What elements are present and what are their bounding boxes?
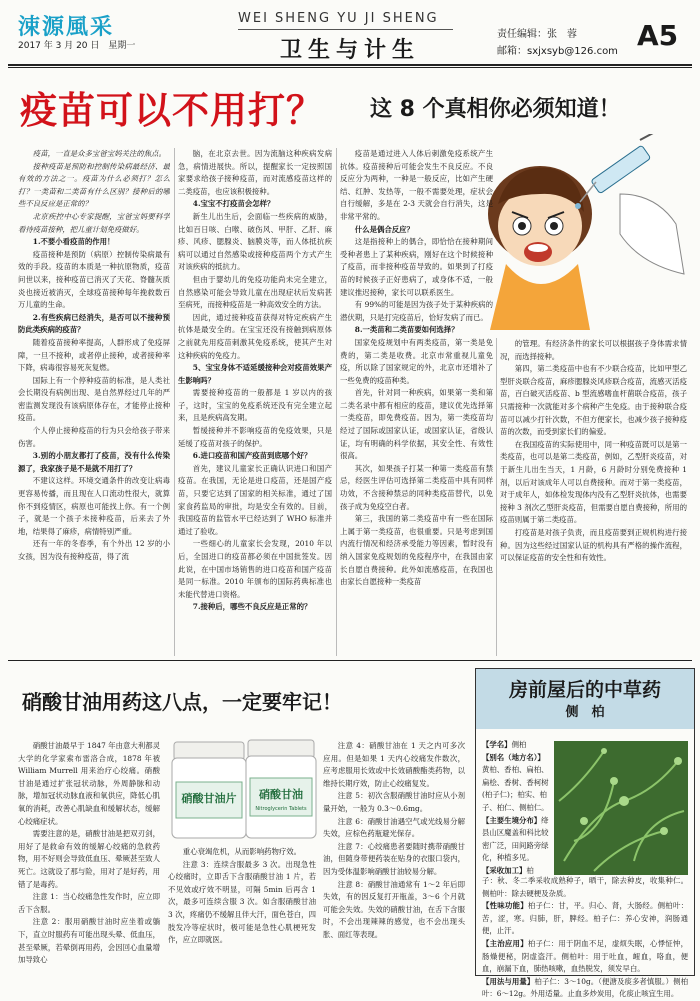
paragraph: 国家免疫规划中有两类疫苗，第一类是免费的，第二类是收费。北京市常重视儿童免疫，所以除了国家规定的外，北京市还增补了一些免费的疫苗种类。	[340, 337, 493, 385]
bottle-label-sub: Nitroglycerin Tablets	[255, 806, 307, 812]
herb-entry-tag: 【主要生境分布】	[482, 815, 542, 825]
herb-entry-tag: 【学名】	[482, 740, 512, 749]
paragraph: 疫苗接种是预防（病原）控制传染病最有效的手段。疫苗的本质是一种抗原物质，疫苗问世以来，接种疫苗已消灭了天花、脊髓灰质炎也接近被消灭，全球疫苗接种每年挽救数百万儿童的生命。	[18, 249, 170, 310]
column-divider	[336, 148, 337, 656]
herb-box-subtitle: 侧 柏	[565, 705, 605, 720]
paragraph: 在我国疫苗的实际使用中，同一种疫苗既可以是第一类疫苗，也可以是第二类疫苗，例如，乙型肝炎疫苗，对于新生儿出生当天，1 月龄，6 月龄时分别免费接种 1 剂，以后对该成年人可以自费接种。而对于第一类疫苗，对于成年人，如体检发现体内没有乙型肝炎抗体，也需要接种 3 剂次乙型肝炎疫苗，但需要自愿自费接种，所用的疫苗则属于第二类疫苗。	[500, 439, 687, 525]
question-heading: 什么是偶合反应？	[354, 224, 414, 234]
question-heading: 1.不要小看疫苗的作用！	[32, 237, 115, 247]
paragraph: 注意 4：硝酸甘油在 1 天之内可多次应用。但是如果 1 天内心绞痛发作数次，应考虑服用长效或中长效硝酸酯类药物，以维持长期疗效，防止心绞痛复发。	[323, 741, 465, 788]
paragraph: 随着疫苗接种率提高，人群形成了免疫屏障，一旦不接种，或者停止接种，或者接种率下降，病毒很容易死灰复燃。	[18, 337, 170, 373]
article2-column-2	[168, 846, 316, 974]
vaccine-child-illustration	[470, 134, 690, 330]
section-pinyin: WEI SHENG YU JI SHENG	[238, 11, 439, 26]
article1-column-2	[178, 148, 332, 656]
paragraph: 不建议这样。环境交通条件的改变让病毒更容易传播，而且现在人口流动性很大，就算你不到疫情区，病原也可能找上你。有一个例子，就是一个孩子未接种疫苗，后来去了外地，结果得了麻疹，病情特别严重。	[18, 476, 170, 536]
editor-credit: 责任编辑：张 蓉	[497, 29, 577, 40]
bottle-label-2: 硝酸甘油	[259, 788, 303, 801]
paragraph: 疫苗是通过进入人体后刺激免疫系统产生抗体。疫苗接种后可能会发生不良反应。不良反应分为两种，一种是一般反应，比如产生硬结、红肿、发热等，一般不需要处理，症状会自行缓解，多是在 2-3 天就会自行消失，这是非常平常的。	[340, 149, 493, 221]
masthead: 涑源風采	[18, 15, 115, 40]
paragraph: 脑，在北京去世。因为流脑这种疾病发病急，病情进展快。所以，提醒家长一定按照国家要求给孩子接种疫苗，而对流感疫苗这样的二类疫苗，也应该积极接种。	[178, 149, 332, 196]
page-number: A5	[637, 19, 679, 52]
arborvitae-plant-photo	[554, 741, 688, 875]
column-divider	[174, 148, 175, 656]
question-heading: 8.一类苗和二类苗要如何选择？	[354, 325, 459, 335]
paragraph: 第四，第二类疫苗中也有不少联合疫苗，比如甲型乙型肝炎联合疫苗，麻疹腮腺炎风疹联合疫苗，流感灭活疫苗，百白破灭活疫苗、b 型流感嗜血杆菌联合疫苗，孩子只需接种一次就能对多个病种产生免疫。由于接种联合疫苗可以减少打针次数，不但方便家长，也减少孩子接种疫苗的次数，而受到家长们的偏爱。	[500, 364, 687, 437]
herb-side-text	[482, 739, 552, 878]
herb-entry	[482, 875, 688, 900]
article1-column-3	[340, 148, 493, 656]
herb-feature-box	[475, 668, 695, 999]
herb-entry	[482, 900, 688, 938]
herb-entry	[482, 739, 552, 752]
question-heading: 2.有些疾病已经消失，是否可以不接种预防此类疾病的疫苗？	[18, 312, 170, 335]
question-heading: 3.别的小朋友都打了疫苗，没有什么传染源了，我家孩子是不是就不用打了？	[18, 451, 170, 473]
paragraph: 暂缓接种并不影响疫苗的免疫效果，只是延缓了疫苗对孩子的保护。	[178, 426, 332, 448]
paragraph: 注意 3：连续含服最多 3 次。出现急性心绞痛时，立即舌下含服硝酸甘油 1 片，若不见效或疗效不明显，可隔 5min 后再含 1 次，最多可连续含服 3 次。如含服硝酸甘油 3 次，疼痛仍不缓解且伴大汗，面色苍白，四肢发冷等症状时，极可能是急性心肌梗死发作，应立即就医。	[168, 859, 316, 945]
question-heading: 4.宝宝不打疫苗会怎样？	[192, 199, 275, 209]
article2-headline: 硝酸甘油用药这八点，一定要牢记！	[22, 690, 342, 714]
paragraph: 打疫苗是对孩子负责，而且疫苗要到正规机构进行接种。因为这些经过国家认证的机构具有严格的操作流程，可以保证疫苗的安全性和有效性。	[500, 527, 687, 563]
paragraph: 注意 2：服用硝酸甘油时应坐着或躺下，直立时服药有可能出现头晕、低血压，甚至晕厥，若晕倒再用药，会因回心血量增加导致心	[18, 917, 160, 965]
question-heading: 6.进口疫苗和国产疫苗到底哪个好？	[192, 451, 312, 461]
herb-entry-text: 侧柏	[511, 740, 527, 749]
pinyin-divider	[238, 29, 453, 30]
main-subheadline: 这 8 个真相你必须知道！	[370, 97, 621, 122]
section-title: 卫生与计生	[280, 37, 421, 63]
question-heading: 7.接种后，哪些不良反应是正常的？	[192, 602, 312, 612]
herb-entry-tag: 【用法与用量】	[482, 976, 535, 986]
paragraph: 国际上有一个停种疫苗的标准，是人类社会长期没有病例出现、是自然界经过几年的严密监测发现没有该病原体存在，才能停止接种疫苗。	[18, 375, 170, 423]
paragraph: 需要接种疫苗的一般都是 1 岁以内的孩子，这时，宝宝的免疫系统还没有完全建立起来，且是疾病高发期。	[178, 388, 332, 423]
herb-entry-text: 柏子仁：用于阴血不足，虚烦失眠，心悸怔忡，肠燥便秘，阴虚盗汗。侧柏叶：用于吐血，衄血，咯血，便血，崩漏下血，肺热咳嗽，血热脱发，须发早白。	[482, 938, 688, 974]
question-heading: 5、宝宝身体不适延缓接种会对疫苗效果产生影响吗？	[178, 363, 332, 385]
nitroglycerin-bottles-image	[168, 738, 318, 842]
herb-entry-text: 子：秋、冬二季采收成熟种子，晒干，除去种皮，收集种仁。侧柏叶：除去硬梗及杂质。	[482, 876, 688, 898]
paragraph: 其次，如果孩子打某一种第一类疫苗有禁忌，经医生评估可选择第二类疫苗中具有同样功效，不含接种禁忌的同种类疫苗替代，以免孩子成为免疫空白者。	[340, 463, 493, 511]
paragraph: 注意 8：硝酸甘油通常有 1～2 年后即失效，有的因反复打开瓶盖，3～6 个月就可能会失效。失效的硝酸甘油，在舌下含服时，不会出现辣辣的感觉，也不会出现头胀、面红等表现。	[323, 879, 465, 939]
column-divider	[496, 338, 497, 656]
herb-entry-tag: 【主治应用】	[482, 938, 528, 948]
herb-entry-text: 柏子仁：甘，平。归心、肾，大肠经。侧柏叶：苦，涩，寒。归肺，肝，脾经。柏子仁：养心安神，润肠通便，止汗。	[482, 901, 688, 936]
header-rule	[8, 64, 692, 66]
paragraph: 注意 6：硝酸甘油遇空气或光线易分解失效，应棕色药瓶避光保存。	[323, 816, 465, 839]
herb-entry	[482, 752, 552, 815]
herb-entry-text: 柏	[526, 865, 534, 875]
paragraph: 注意 5：初次含服硝酸甘油时应从小剂量开始，一般为 0.3～0.6mg。	[323, 791, 465, 813]
paragraph: 但由于婴幼儿的免疫功能尚未完全建立，自然感染可能会导致儿童在出现症状后发病甚至病死，而接种疫苗是一种高效安全的方法。	[178, 274, 332, 310]
paragraph: 需要注意的是，硝酸甘油是把双刃剑，用好了是救命有效的缓解心绞痛的急救药物，用不好则会导致低血压、晕厥甚至致人死亡。这就设了那与险，用对了是好药，用错了是毒药。	[18, 829, 160, 889]
herb-entry-text: 绛县山区魔盖和科比较密广泛，田间路旁绿化，种植多见。	[482, 815, 549, 863]
herb-entry-tag: 【别名（地方名）】	[482, 752, 545, 762]
herb-box-title: 房前屋后的中草药	[508, 679, 661, 701]
herb-entry-text: 柏子仁：3～10g。（便溏及痰多者慎服。）侧柏叶：6～12g。外用适量。止血多炒炭用，化痰止咳宜生用。	[482, 976, 688, 999]
section-separator	[8, 660, 692, 661]
issue-date: 2017 年 3 月 20 日 星期一	[18, 41, 136, 51]
paragraph: 有 99%的可能是因为孩子处于某种疾病的潜伏期，只是打完疫苗后，恰好发病了而已。	[340, 300, 493, 322]
paragraph: 首先，建议儿童家长正确认识进口和国产疫苗。在我国，无论是进口疫苗，还是国产疫苗，只要它达到了国家的相关标准，通过了国家食药监局的审批，均是安全有效的。目前，我国疫苗的监管水平已经达到了 WHO 标准并通过了验收。	[178, 463, 332, 536]
article2-column-3	[323, 740, 465, 974]
paragraph: 因此，通过接种疫苗获得对特定疾病产生抗体是最安全的。在宝宝还没有接触到病原体之前就先用疫苗刺激其免疫系统，使其产生对这种疾病的免疫力。	[178, 312, 332, 360]
article1-column-4	[500, 338, 687, 656]
page-header	[0, 0, 700, 68]
paragraph: 重心衰竭危机，从而影响药物疗效。	[182, 847, 302, 856]
intro-paragraph: 疫苗，一直是众多宝爸宝妈关注的焦点。	[32, 149, 166, 158]
intro-paragraph: 接种疫苗是预防和控制传染病最经济、最有效的方法之一。疫苗为什么必须打？怎么打？一类苗和二类苗有什么区别？接种后的哪些不良反应是正常的？	[18, 161, 170, 209]
header-rule-thin	[8, 67, 692, 68]
herb-entry-tag: 【采收加工】	[482, 865, 527, 875]
intro-paragraph: 北京疾控中心专家提醒，宝爸宝妈要科学看待疫苗接种，把儿童计划免疫做好。	[18, 211, 170, 234]
herb-entry	[482, 938, 688, 976]
paragraph: 硝酸甘油最早于 1847 年由意大利都灵大学的化学家索布雷洛合成，1878 年被 William Murrell 用来治疗心绞痛。硝酸甘油是通过扩张冠状动脉，外周静脉和动脉，增加冠状动脉血液和氧供应，降低心肌氧的消耗，改善心肌缺血和缓解状态，缓解心绞痛症状。	[18, 741, 160, 826]
article1-column-1	[18, 148, 170, 656]
paragraph: 还有一年的冬春季，有个外出 12 岁的小女孩，因为没有接种疫苗，得了流	[18, 539, 170, 561]
editor-email: 邮箱：sxjxsyb@126.com	[497, 46, 618, 57]
paragraph: 一些细心的儿童家长会发现，2010 年以后，全国进口的疫苗都必须在中国批签发。因此说，在中国市场销售的进口疫苗和国产疫苗是同一标准。2010 年颁布的国际药典标准也未能代替进口资格。	[178, 539, 332, 599]
herb-entry-tag: 【性味功能】	[482, 901, 528, 911]
paragraph: 的管理。有经济条件的家长可以根据孩子身体需求情况，而选择接种。	[500, 339, 687, 361]
herb-full-text	[482, 875, 688, 1001]
paragraph: 注意 1：当心绞痛急性发作时，应立即舌下含服。	[18, 892, 160, 914]
paragraph: 首先，针对同一种疾病，如果第一类和第二类名录中都有相应的疫苗，建议优先选择第一类疫苗，即免费疫苗。因为，第一类疫苗均经过了国际或国家认证，或国家认证，省级认证，均有明确的科学依据，其安全性、有效性很高。	[340, 388, 493, 461]
paragraph: 第三，我国的第二类疫苗中有一些在国际上属于第一类疫苗，也很重要。只是考虑到国内流行情况和经济承受能力等因素，暂时没有纳入国家免疫规划的免疫程序中，在我国由家长自愿自费接种。此外如流感疫苗，在我国也由家长自愿接种一类疫苗	[340, 514, 493, 587]
bottle-label-1: 硝酸甘油片	[181, 792, 237, 805]
paragraph: 新生儿出生后，会面临一些疾病的威胁，比如百日咳、白喉、破伤风、甲肝、乙肝、麻疹、风疹、腮腺炎、脑膜炎等，而人体抵抗疾病可以通过自然感染或接种疫苗两个方式产生对该疾病的抵抗力。	[178, 211, 332, 272]
paragraph: 个人停止接种疫苗的行为只会给孩子带来伤害。	[18, 426, 170, 448]
herb-entry-text: 黄柏、香柏、扁柏、扁桧、香树、香柯树(柏子仁)；柏实、柏子、柏仁、侧柏仁。	[482, 765, 549, 812]
paragraph: 这是指接种上的偶合，即恰恰在接种期间受种者患上了某种疾病，刚好在这个时候接种了疫苗，而非接种疫苗导致的。如果到了打疫苗的时候孩子正好患病了，或身体不适，一般建议推迟接种，家长可以联系医生。	[340, 237, 493, 297]
paragraph: 注意 7：心绞痛患者要随时携带硝酸甘油，但随身带便药装在贴身的衣服口袋内，因为受体温影响硝酸甘油较易分解。	[323, 841, 465, 876]
main-headline: 疫苗可以不用打？	[20, 89, 324, 132]
article2-column-1	[18, 740, 160, 974]
herb-entry	[482, 815, 552, 865]
